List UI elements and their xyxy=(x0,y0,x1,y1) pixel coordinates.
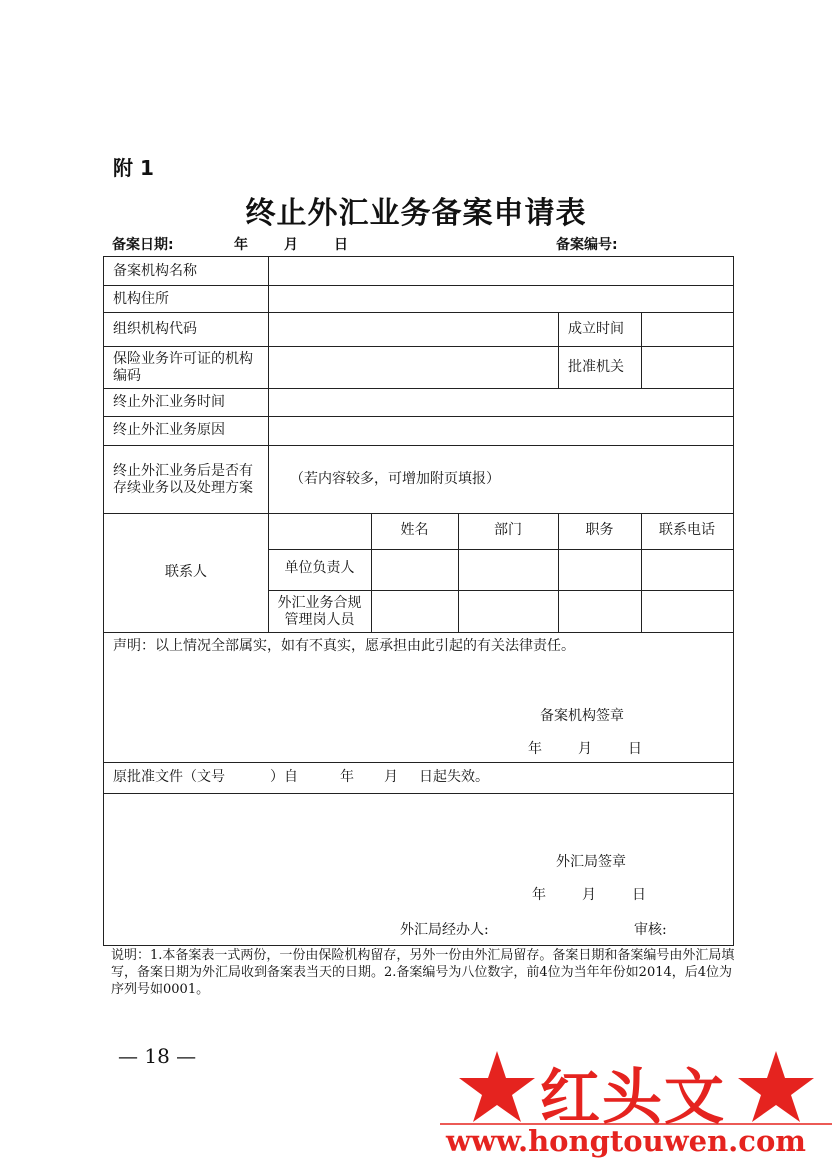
termination-time-label: 终止外汇业务时间 xyxy=(113,394,225,410)
right-star-icon xyxy=(738,1051,814,1122)
established-time-label: 成立时间 xyxy=(568,321,624,337)
compliance-staff-label-line1: 外汇业务合规 xyxy=(277,595,362,611)
notes-text: 说明：1.本备案表一式两份，一份由保险机构留存，另外一份由外汇局留存。备案日期和备案编号由外汇局填写，备案日期为外汇局收到备案表当天的日期。2.备案编号为八位数字，前4位为当年年份如2014，后4位为序列号如0001。 xyxy=(111,948,735,997)
org-seal-day: 日 xyxy=(628,741,642,757)
column-header-position: 职务 xyxy=(585,522,614,538)
original-doc-month: 月 xyxy=(384,769,398,785)
safe-seal-year: 年 xyxy=(532,887,546,903)
filing-date-month: 月 xyxy=(284,237,298,253)
reviewer-label: 审核: xyxy=(634,922,667,938)
application-form-table xyxy=(103,256,734,946)
org-seal-month: 月 xyxy=(578,741,592,757)
watermark-url[interactable]: www.hongtouwen.com xyxy=(446,1124,806,1158)
page-number: — 18 — xyxy=(118,1044,197,1068)
annex-label: 附 1 xyxy=(113,156,154,180)
contact-label: 联系人 xyxy=(165,564,207,580)
original-doc-year: 年 xyxy=(340,769,354,785)
safe-seal-day: 日 xyxy=(632,887,646,903)
org-seal-year: 年 xyxy=(528,741,542,757)
unit-head-label: 单位负责人 xyxy=(284,560,355,576)
filing-date-label: 备案日期: xyxy=(112,237,174,253)
approving-authority-label: 批准机关 xyxy=(568,359,624,375)
filing-number-label: 备案编号: xyxy=(556,237,618,253)
license-code-label-line2: 编码 xyxy=(113,368,141,384)
remaining-business-label-line2: 存续业务以及处理方案 xyxy=(113,480,253,496)
license-code-label-line1: 保险业务许可证的机构 xyxy=(113,351,253,367)
safe-seal-month: 月 xyxy=(582,887,596,903)
termination-reason-label: 终止外汇业务原因 xyxy=(113,422,225,438)
remaining-business-label-line1: 终止外汇业务后是否有 xyxy=(113,463,253,479)
column-header-department: 部门 xyxy=(494,522,522,538)
column-header-name: 姓名 xyxy=(400,522,429,538)
safe-seal-label: 外汇局签章 xyxy=(556,854,626,870)
original-doc-suffix: 日起失效。 xyxy=(419,769,489,785)
remaining-business-hint: （若内容较多，可增加附页填报） xyxy=(290,471,500,487)
filing-date-day: 日 xyxy=(334,237,348,253)
org-address-label: 机构住所 xyxy=(113,291,169,307)
original-doc-from: ）自 xyxy=(270,769,298,785)
declaration-text: 声明：以上情况全部属实，如有不真实，愿承担由此引起的有关法律责任。 xyxy=(113,638,575,654)
org-seal-label: 备案机构签章 xyxy=(540,708,624,724)
watermark-text: 红头文 xyxy=(540,1063,726,1133)
original-doc-prefix: 原批准文件（文号 xyxy=(113,769,225,785)
compliance-staff-label-line2: 管理岗人员 xyxy=(284,612,355,628)
left-star-icon xyxy=(459,1051,535,1122)
org-name-label: 备案机构名称 xyxy=(113,263,197,279)
column-header-phone: 联系电话 xyxy=(659,522,715,538)
org-code-label: 组织机构代码 xyxy=(113,321,197,337)
document-title: 终止外汇业务备案申请表 xyxy=(245,196,587,231)
safe-handler-label: 外汇局经办人: xyxy=(400,922,489,938)
filing-date-year: 年 xyxy=(234,237,248,253)
